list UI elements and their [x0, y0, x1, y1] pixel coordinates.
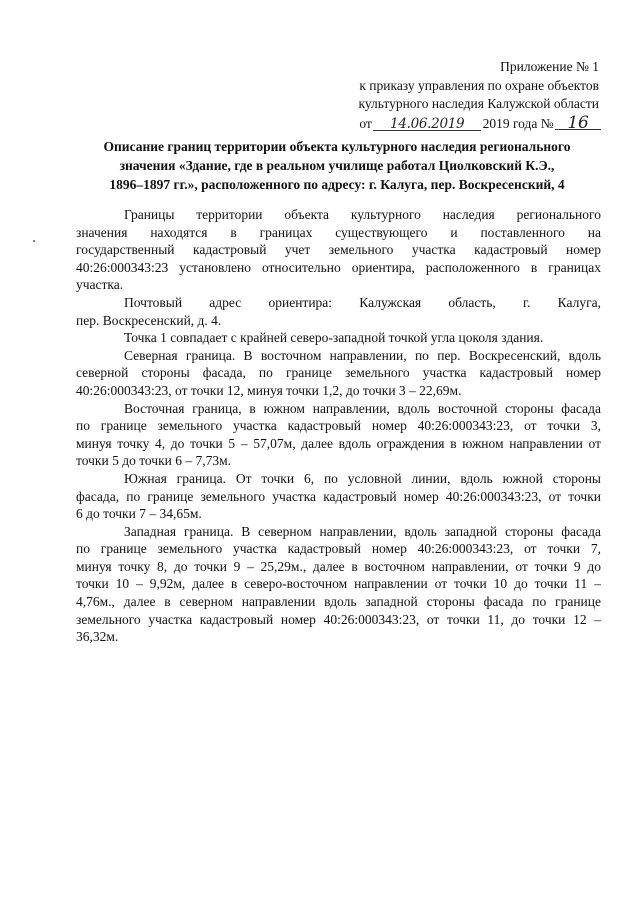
text-line: Границы территории объекта культурного наследия регионального	[124, 207, 601, 222]
text-line: 36,32м.	[76, 629, 119, 645]
document-title	[72, 137, 602, 194]
text-line: минуя точку 4, до точки 5 – 57,07м, далее вдоль ограждения в южном направлении от	[76, 435, 601, 451]
paragraph-north-boundary	[76, 347, 601, 400]
from-label: от	[359, 115, 372, 131]
scan-speck	[33, 240, 35, 242]
paragraph-point-1	[76, 329, 601, 347]
text-line: точки 10 – 9,92м, далее в северо-восточном направлении от точки 10 до точки 11 –	[76, 576, 601, 592]
paragraph-east-boundary	[76, 400, 601, 470]
text-line: Западная граница. В северном направлении, вдоль западной стороны фасада	[124, 523, 601, 539]
paragraph-postal-address	[76, 294, 601, 329]
text-line: 40:26:000343:23 установлено относительно ориентира, расположенного в границах	[76, 259, 601, 275]
document-body	[76, 206, 601, 646]
text-line: северной стороны фасада, по границе земельного участка кадастровый номер	[76, 365, 601, 381]
text-line: Почтовый адрес ориентира: Калужская область, г. Калуга,	[124, 294, 601, 310]
text-line: 6 до точки 7 – 34,65м.	[76, 506, 202, 522]
text-line: государственный кадастровый учет земельного участка кадастровый номер	[76, 242, 601, 258]
text-line: фасада, по границе земельного участка кадастровый номер 40:26:000343:23, от точки	[76, 488, 601, 504]
appendix-authority: культурного наследия Калужской области	[358, 96, 599, 111]
text-line: 40:26:000343:23, от точки 12, минуя точки 1,2, до точки 3 – 22,69м.	[76, 382, 462, 398]
handwritten-date: 14.06.2019	[375, 115, 479, 134]
text-line: по границе земельного участка кадастровый номер 40:26:000343:23, от точки 3,	[76, 418, 601, 434]
text-line: пер. Воскресенский, д. 4.	[76, 312, 222, 328]
appendix-header	[358, 58, 599, 133]
text-line: земельного участка кадастровый номер 40:26:000343:23, от точки 11, до точки 12 –	[76, 611, 601, 627]
text-line: Северная граница. В восточном направлении, по пер. Воскресенский, вдоль	[124, 347, 601, 363]
handwritten-order-number: 16	[557, 114, 599, 133]
text-line: Точка 1 совпадает с крайней северо-западной точкой угла цоколя здания.	[124, 330, 544, 346]
text-line: 4,76м., далее в северном направлении вдоль западной стороны фасада по границе	[76, 594, 601, 610]
appendix-order-ref: к приказу управления по охране объектов	[359, 77, 599, 93]
paragraph-boundaries-intro	[76, 206, 601, 294]
paragraph-south-boundary	[76, 470, 601, 523]
title-line: 1896–1897 гг.», расположенного по адресу: г. Калуга, пер. Воскресенский, 4	[109, 177, 565, 192]
text-line: Восточная граница, в южном направлении, вдоль восточной стороны фасада	[124, 400, 601, 416]
appendix-number: Приложение № 1	[500, 59, 599, 74]
year-label: 2019 года №	[482, 115, 554, 131]
text-line: минуя точку 8, до точки 9 – 25,29м., далее в восточном направлении, от точки 9 до	[76, 558, 601, 574]
text-line: участка.	[76, 277, 124, 293]
text-line: по границе земельного участка кадастровый номер 40:26:000343:23, от точки 7,	[76, 541, 601, 557]
title-line: значения «Здание, где в реальном училище работал Циолковский К.Э.,	[119, 158, 555, 173]
text-line: Южная граница. От точки 6, по условной линии, вдоль южной стороны	[124, 470, 601, 486]
paragraph-west-boundary	[76, 523, 601, 646]
appendix-date-line	[358, 114, 599, 134]
text-line: точки 5 до точки 6 – 7,73м.	[76, 453, 232, 469]
title-line: Описание границ территории объекта культурного наследия регионального	[103, 139, 571, 154]
text-line: значения находятся в границах существующего и поставленного на	[76, 224, 601, 240]
